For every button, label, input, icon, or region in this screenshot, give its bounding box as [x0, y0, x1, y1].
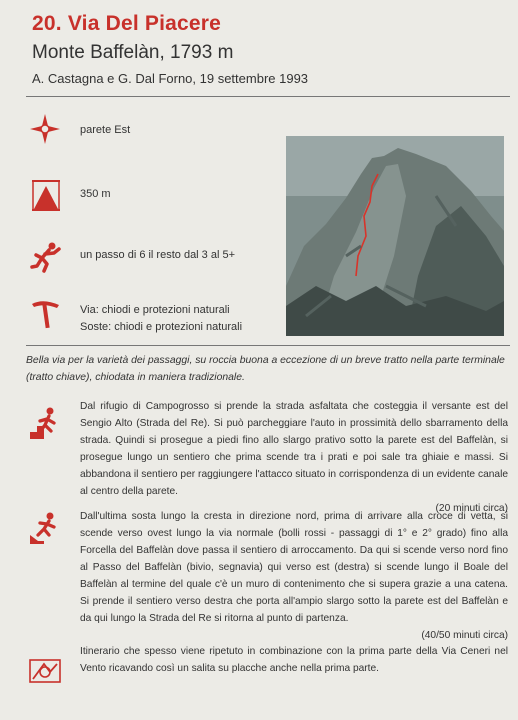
route-height: 350 m — [80, 188, 111, 200]
exposure-text: parete Est — [80, 124, 131, 136]
gear-via: Via: chiodi e protezioni naturali — [80, 304, 230, 316]
gear-info — [80, 302, 242, 336]
ice-axe-icon — [29, 296, 63, 330]
gear-soste: Soste: chiodi e protezioni naturali — [80, 321, 243, 333]
note-text: Itinerario che spesso viene ripetuto in combinazione con la prima parte della Via Ceneri nel Vento ricavando così un salita su placche anche nella prima parte. — [80, 646, 508, 674]
first-ascent-authors: A. Castagna e G. Dal Forno, 19 settembre 1993 — [32, 71, 309, 86]
header-divider — [26, 96, 510, 97]
mountain-name: Monte Baffelàn, 1793 m — [32, 42, 234, 63]
route-description: Bella via per la varietà dei passaggi, su roccia buona a eccezione di un breve tratto nella parte terminale (tratto chiave), chiodata in maniera tradizionale. — [26, 355, 505, 383]
height-icon — [29, 178, 63, 212]
descent-time: (40/50 minuti circa) — [421, 630, 508, 641]
approach-text: Dal rifugio di Campogrosso si prende la strada asfaltata che costeggia il versante est del Sengio Alto (Strada del Re). Si può parcheggiare l'auto in prossimità dello sbarramento della strada. Quindi si prosegue a piedi fino allo slargo prativo sotto la parete est del Baffelàn, si prosegue lungo un sentiero che prima scende tra i prati e poi sale tra ghiaie e massi. Si abbandona il sentiero per raggiungere l'attacco situato in corrispondenza di un evidente canale al centro della parete. — [80, 401, 508, 497]
note-icon — [28, 650, 62, 684]
info-divider — [26, 345, 510, 346]
route-title: 20. Via Del Piacere — [32, 12, 222, 35]
route-photo — [286, 136, 504, 336]
descent-icon — [28, 511, 62, 545]
approach-time: (20 minuti circa) — [435, 503, 508, 514]
difficulty-text: un passo di 6 il resto dal 3 al 5+ — [80, 249, 236, 261]
note-section — [80, 643, 508, 677]
descent-section — [80, 508, 508, 644]
approach-icon — [28, 406, 62, 440]
descent-text: Dall'ultima sosta lungo la cresta in direzione nord, prima di arrivare alla croce di vetta, si scende verso ovest lungo la via normale (bolli rossi - passaggi di 1° e 2° grado) fino alla Forcella del Baffelàn dove passa il sentiero di arroccamento. Da qui si scende verso nord fino al Passo del Baffelàn (bivio, segnavia) qui verso est (destra) si scende lungo il Boale del Baffelàn al termine del quale c'è un muro di contenimento che si supera grazie a una catena. Si prende il sentiero verso destra che porta all'ampio slargo sotto la parete est del Baffelàn e da qui lungo la Strada del Re si ritorna al punto di partenza. — [80, 511, 508, 624]
approach-section — [80, 398, 508, 517]
compass-icon — [28, 112, 62, 146]
climber-icon — [29, 240, 63, 274]
